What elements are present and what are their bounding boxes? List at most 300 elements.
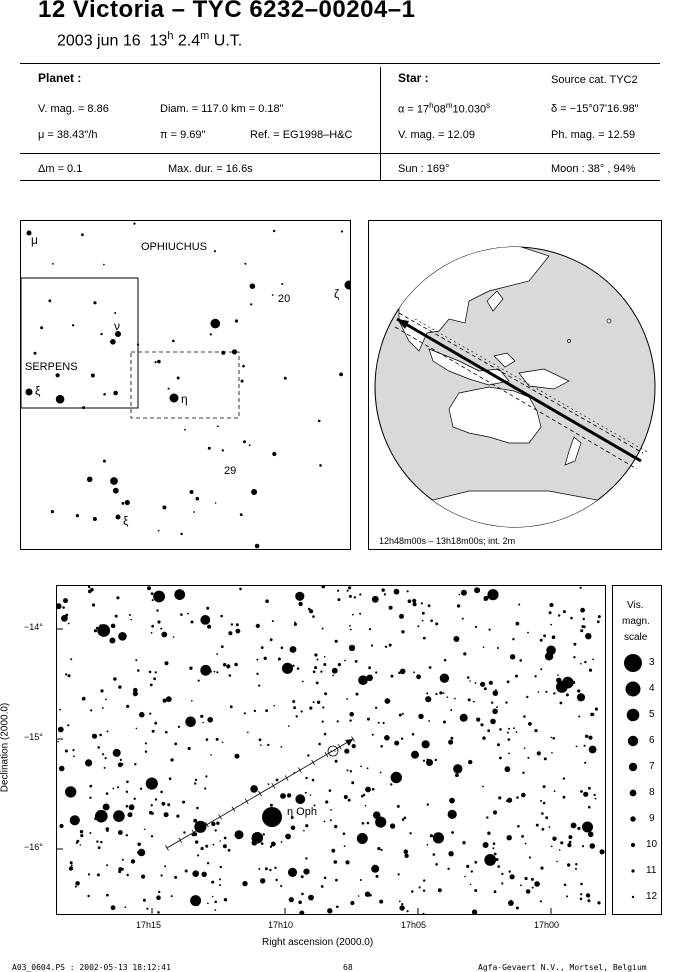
star-dot <box>195 779 197 781</box>
star-dot <box>303 830 305 832</box>
star-dot <box>273 705 275 707</box>
star-dot <box>230 705 233 708</box>
star-dot <box>585 633 591 639</box>
star-dot <box>334 860 338 864</box>
ra-seconds: 10.030 <box>452 103 487 116</box>
star-dot <box>361 795 364 798</box>
star-dot <box>531 878 534 881</box>
star-dot <box>444 659 447 662</box>
star-dot <box>75 881 80 886</box>
star-dot <box>122 859 124 861</box>
star-dot <box>422 612 425 615</box>
star-dot <box>303 869 309 875</box>
star-dot <box>211 881 214 884</box>
star-dot <box>570 617 573 620</box>
star-dot <box>126 705 129 708</box>
star-dot <box>384 735 390 741</box>
star-dot <box>34 352 37 355</box>
star-dot <box>207 862 209 864</box>
star-dot <box>493 810 497 814</box>
star-dot <box>322 721 324 723</box>
star-dot <box>134 798 136 800</box>
star-dot <box>475 682 477 684</box>
star-dot <box>65 750 68 753</box>
star-dot <box>584 745 586 747</box>
star-dot <box>313 670 316 673</box>
scale-dot-6 <box>628 736 638 746</box>
star-dot <box>135 659 137 661</box>
star-dot <box>418 714 423 719</box>
star-dot <box>305 792 307 794</box>
star-dot <box>158 891 160 893</box>
star-dot <box>593 794 595 796</box>
star-dot <box>147 586 151 590</box>
star-dot <box>508 738 511 741</box>
star-dot <box>448 810 457 819</box>
star-dot <box>557 674 559 676</box>
star-label-xi: ξ <box>123 514 129 528</box>
star-dot <box>482 786 484 788</box>
star-dot <box>88 586 90 588</box>
scale-label-7: 7 <box>649 761 655 772</box>
star-dot <box>59 709 61 711</box>
track-tick <box>219 814 222 819</box>
star-dot <box>401 903 403 905</box>
star-dot <box>459 594 461 596</box>
star-dot <box>131 859 135 863</box>
star-dot <box>540 867 543 870</box>
star-dot <box>584 661 586 663</box>
star-dot <box>272 452 276 456</box>
star-dot <box>577 689 580 692</box>
star-dot <box>389 644 392 647</box>
star-dot <box>564 884 567 887</box>
star-dot <box>120 759 122 761</box>
star-dot <box>94 629 97 632</box>
star-dot <box>516 622 520 626</box>
star-dot <box>512 638 514 640</box>
star-dot <box>525 843 527 845</box>
star-dot <box>339 373 343 377</box>
star-dot <box>577 693 585 701</box>
star-dot <box>317 701 320 704</box>
star-dot <box>402 713 404 715</box>
star-dot <box>508 728 510 730</box>
star-dot <box>173 636 175 638</box>
star-dot <box>249 444 251 446</box>
planet-motion: μ = 38.43"/h <box>38 129 98 141</box>
star-dot <box>443 692 445 694</box>
star-dot <box>105 757 107 759</box>
star-dot <box>496 706 498 708</box>
star-dot <box>428 720 430 722</box>
scale-label-5: 5 <box>649 709 655 720</box>
star-dot <box>275 879 277 881</box>
star-dot <box>309 707 312 710</box>
star-dot <box>517 825 520 828</box>
star-dot <box>183 831 185 833</box>
track-tick <box>166 846 169 851</box>
star-dot <box>505 766 511 772</box>
star-dot <box>61 615 68 622</box>
footer-page-number: 68 <box>343 963 353 972</box>
star-dot <box>494 853 497 856</box>
star-dot <box>359 593 361 595</box>
star-dot <box>211 319 221 329</box>
star-dot <box>113 391 118 396</box>
star-dot <box>404 854 408 858</box>
star-dot <box>137 843 141 847</box>
y-axis-label: Declination (2000.0) <box>0 702 11 793</box>
star-dot <box>126 791 128 793</box>
ra-hours: α = 17 <box>398 103 430 116</box>
star-dot <box>578 716 580 718</box>
star-dot <box>562 677 574 689</box>
star-dot <box>250 283 256 289</box>
star-dot <box>411 890 414 893</box>
star-dot <box>267 744 269 746</box>
header-bottom-rule <box>20 180 660 181</box>
star-dot <box>389 606 393 610</box>
delta-magnitude: Δm = 0.1 <box>38 163 83 175</box>
star-dot <box>280 885 282 887</box>
star-dot <box>106 864 108 866</box>
star-dot <box>111 624 116 629</box>
star-dot <box>556 861 558 863</box>
star-dot <box>63 598 68 603</box>
star-dot <box>215 829 217 831</box>
max-duration: Max. dur. = 16.6s <box>168 163 253 175</box>
y-tick-label-15: −15° <box>24 732 43 742</box>
star-dot <box>200 715 203 718</box>
star-dot <box>207 717 213 723</box>
star-dot <box>288 725 290 727</box>
star-dot <box>219 878 221 880</box>
star-dot <box>144 829 146 831</box>
star-dot <box>151 812 154 815</box>
star-dot <box>360 766 362 768</box>
globe-caption: 12h48m00s – 13h18m00s; int. 2m <box>379 536 516 546</box>
star-dot <box>308 895 314 901</box>
star-dot <box>116 596 119 599</box>
star-dot <box>305 824 308 827</box>
star-dot <box>551 752 553 754</box>
star-dot <box>162 802 166 806</box>
star-dot <box>282 663 293 674</box>
star-dot <box>251 489 257 495</box>
star-dot <box>268 783 270 785</box>
star-dot <box>435 622 438 625</box>
star-dot <box>435 863 438 866</box>
star-dot <box>155 798 157 800</box>
star-dot <box>448 851 453 856</box>
star-dot <box>401 738 403 740</box>
star-dot <box>447 696 449 698</box>
star-dot <box>71 864 73 866</box>
star-dot <box>402 818 405 821</box>
star-dot <box>103 393 106 396</box>
star-dot <box>169 777 172 780</box>
ra-minutes: 08 <box>433 103 446 116</box>
star-dot <box>572 681 575 684</box>
star-dot <box>297 667 300 670</box>
star-dot <box>143 899 146 902</box>
star-dot <box>191 621 194 624</box>
star-dot <box>165 731 168 734</box>
star-dot <box>118 632 127 641</box>
star-dot <box>99 734 102 737</box>
star-dot <box>305 857 307 859</box>
star-dot <box>529 856 531 858</box>
star-dot <box>433 853 436 856</box>
star-dot <box>580 608 585 613</box>
event-minute: 2.4 <box>177 32 201 50</box>
star-dot <box>569 841 572 844</box>
star-dot <box>350 629 352 631</box>
planet-diameter: Diam. = 117.0 km = 0.18" <box>160 103 284 115</box>
star-dot <box>549 603 553 607</box>
star-dot <box>373 811 381 819</box>
star-dot <box>347 590 349 592</box>
star-dot <box>380 772 382 774</box>
star-dot <box>552 737 555 740</box>
star-dot <box>462 841 465 844</box>
star-dot <box>190 895 201 906</box>
star-dot <box>571 823 577 829</box>
star-dot <box>510 654 515 659</box>
star-dot <box>413 671 415 673</box>
star-dot <box>399 614 404 619</box>
star-dot <box>581 625 584 628</box>
star-dot <box>367 767 369 769</box>
star-dot <box>198 680 200 682</box>
star-dot <box>483 842 489 848</box>
star-dot <box>264 657 267 660</box>
star-dot <box>40 326 43 329</box>
star-dot <box>484 854 496 866</box>
star-dot <box>375 671 377 673</box>
star-dot <box>399 901 401 903</box>
star-dot <box>383 722 385 724</box>
star-dot <box>254 710 256 712</box>
event-datetime <box>57 30 242 50</box>
star-dot <box>236 629 241 634</box>
star-dot <box>164 865 166 867</box>
star-dot <box>472 909 477 914</box>
star-dot <box>344 845 346 847</box>
star-dot <box>372 734 374 736</box>
star-dot <box>212 896 214 898</box>
y-tick-label-16: −16° <box>24 842 43 852</box>
ra-minutes-unit: m <box>445 101 453 110</box>
star-heading: Star : <box>398 71 429 85</box>
star-dot <box>310 794 312 796</box>
star-dot <box>589 746 597 754</box>
star-dot <box>97 746 100 749</box>
star-dot <box>157 911 160 914</box>
star-dot <box>498 796 501 799</box>
star-dot <box>247 732 249 734</box>
star-dot <box>439 691 442 694</box>
star-dot <box>526 696 528 698</box>
scale-label-3: 3 <box>649 657 655 668</box>
star-dot <box>235 830 244 839</box>
star-dot <box>348 799 351 802</box>
star-dot <box>242 365 245 368</box>
star-dot <box>215 502 217 504</box>
star-dot <box>58 727 64 733</box>
star-dot <box>293 665 295 667</box>
star-dot <box>427 844 429 846</box>
star-dot <box>544 757 547 760</box>
star-dot <box>216 671 218 673</box>
planet-heading: Planet : <box>38 71 82 85</box>
star-dot <box>553 692 555 694</box>
star-dot <box>223 663 226 666</box>
star-dot <box>394 741 399 746</box>
star-dot <box>560 841 563 844</box>
star-dot <box>371 865 379 873</box>
star-dot <box>80 844 82 846</box>
star-dot <box>354 596 356 598</box>
star-dot <box>265 867 268 870</box>
star-dot <box>208 447 211 450</box>
star-dot <box>474 889 477 892</box>
x-tick-label-1715: 17h15 <box>136 920 162 930</box>
finder-stars <box>21 221 350 549</box>
star-dot <box>435 759 437 761</box>
star-dot <box>492 847 494 849</box>
event-date: 2003 jun 16 <box>57 32 141 50</box>
star-dot <box>501 873 503 875</box>
star-dot <box>369 628 371 630</box>
star-dot <box>543 785 546 788</box>
star-dot <box>365 787 371 793</box>
star-dot <box>474 861 477 864</box>
star-dot <box>87 477 93 483</box>
star-dot <box>332 668 338 674</box>
star-dot <box>324 877 327 880</box>
star-dot <box>157 360 161 364</box>
star-dot <box>105 699 107 701</box>
star-dot <box>344 749 349 754</box>
star-dot <box>588 832 594 838</box>
star-dot <box>358 895 360 897</box>
star-dot <box>153 677 156 680</box>
star-dot <box>305 777 307 779</box>
star-dot <box>312 615 315 618</box>
star-dot <box>80 830 83 833</box>
star-dot <box>221 351 225 355</box>
star-dot <box>151 804 153 806</box>
star-dot <box>332 675 334 677</box>
star-dot <box>52 263 54 265</box>
track-tick <box>285 775 288 780</box>
star-dot <box>520 884 522 886</box>
track-tick <box>245 799 248 804</box>
star-dot <box>185 717 196 728</box>
star-dot <box>68 674 71 677</box>
scale-dot-12 <box>632 896 634 898</box>
star-dot <box>157 620 160 623</box>
star-dot <box>408 599 412 603</box>
star-label-eta: η <box>181 392 188 406</box>
star-dot <box>146 778 158 790</box>
star-dot <box>70 861 73 864</box>
star-dot <box>149 671 152 674</box>
star-dot <box>527 632 529 634</box>
star-dot <box>234 663 238 667</box>
star-dot <box>281 646 284 649</box>
star-dot <box>567 863 570 866</box>
star-dot <box>487 832 490 835</box>
star-dot <box>240 513 243 516</box>
star-dot <box>507 835 512 840</box>
star-dot <box>471 870 473 872</box>
star-dot <box>567 843 571 847</box>
star-dot <box>152 599 154 601</box>
star-dot <box>298 901 302 905</box>
star-dot <box>401 630 404 633</box>
star-dot <box>290 646 297 653</box>
star-dot <box>457 604 460 607</box>
star-dot <box>200 615 210 625</box>
star-dot <box>460 714 468 722</box>
star-dot <box>324 656 326 658</box>
star-dot <box>329 789 332 792</box>
star-dot <box>145 742 147 744</box>
star-dot <box>93 301 96 304</box>
star-dot <box>528 722 532 726</box>
star-dot <box>165 661 169 665</box>
star-dot <box>295 592 304 601</box>
star-dot <box>89 785 92 788</box>
star-dot <box>176 815 179 818</box>
star-dot <box>146 908 148 910</box>
track-tick <box>325 752 328 757</box>
star-dot <box>337 590 339 592</box>
star-dot <box>153 591 165 603</box>
star-dot <box>577 827 580 830</box>
star-dot <box>423 637 426 640</box>
star-dot <box>126 781 129 784</box>
star-dot <box>241 380 244 383</box>
star-dot <box>256 624 260 628</box>
star-dot <box>524 747 526 749</box>
star-dot <box>280 793 286 799</box>
star-dot <box>102 707 104 709</box>
star-dot <box>100 689 103 692</box>
track-tick <box>298 768 301 773</box>
star-dot <box>106 829 109 832</box>
star-dot <box>80 834 83 837</box>
star-dot <box>210 754 212 756</box>
star-dot <box>269 869 271 871</box>
star-dot <box>352 744 356 748</box>
star-dot <box>413 602 417 606</box>
star-dot <box>89 797 91 799</box>
star-dot <box>580 629 583 632</box>
star-dot <box>542 828 545 831</box>
star-dot <box>124 906 126 908</box>
star-dot <box>285 834 291 840</box>
star-dot <box>545 816 548 819</box>
star-dot <box>322 628 324 630</box>
star-dot <box>518 604 520 606</box>
star-dot <box>384 593 386 595</box>
star-dot <box>210 333 212 335</box>
star-dot <box>160 628 162 630</box>
